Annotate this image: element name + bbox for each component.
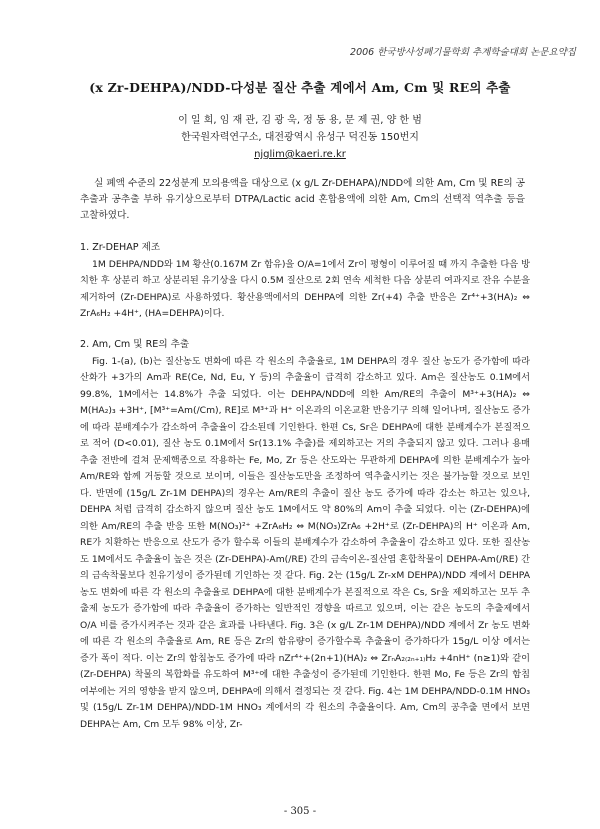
author-block [0,112,600,163]
section-am-cm-re [80,337,530,733]
running-header: 2006 한국방사성폐기물학회 추계학술대회 논문요약집 [350,47,576,58]
author-affiliation: 한국원자력연구소, 대전광역시 유성구 덕진동 150번지 [181,132,419,143]
section-body: Fig. 1-(a), (b)는 질산농도 변화에 따른 각 원소의 추출율로, 1M DEHPA의 경우 질산 농도가 증가함에 따라 산화가 +3가의 Am과 RE(Ce, Nd, Eu, Y 등)의 추출율이 급격히 감소하고 있다. Am은 질산농도 0.1M에서 99.8%, 1M에서는 14.8%가 추출 되었다. 이는 DEHPA/NDD에 의한 Am/RE의 추출이 M³⁺+3(HA)₂ ⇔ M(HA₂)₃ +3H⁺, [M³⁺=Am(/Cm), RE]로 M³⁺과 H⁺ 이온과의 이온교환 반응기구 의해 일어나며, 질산농도 증가에 따라 분배계수가 감소하여 추출율이 감소된데 기인한다. 한편 Cs, Sr은 DEHPA에 대한 분배계수가 본질적으로 적어 (D<0.01), 질산 농도 0.1M에서 Sr(13.1% 추출)를 제외하고는 거의 추출되지 않고 있다. 그러나 용매추출 전반에 걸쳐 문제핵종으로 작용하는 Fe, Mo, Zr 등은 산도와는 무관하게 DEHPA에 의한 분배계수가 높아 Am/RE와 함께 거동할 것으로 보이며, 이들은 질산농도만을 조정하여 역추출시키는 것은 불가능할 것으로 보인다. 반면에 (15g/L Zr-1M DEHPA)의 경우는 Am/RE의 추출이 질산 농도 증가에 따라 감소는 하고는 있으나, DEHPA 처럼 급격히 감소하지 않으며 질산 농도 1M에서도 약 80%의 Am이 추출 되었다. 이는 (Zr-DEHPA)에 의한 Am/RE의 추출 반응 또한 M(NO₃)²⁺ +ZrA₆H₂ ⇔ M(NO₃)ZrA₆ +2H⁺로 (Zr-DEHPA)의 H⁺ 이온과 Am, RE가 치환하는 반응으로 산도가 증가 할수록 이들의 분배계수가 감소하여 추출율이 감소하고 있다. 또한 질산농도 1M에서도 추출율이 높은 것은 (Zr-DEHPA)-Am(/RE) 간의 금속이온-질산염 혼합착물이 DEHPA-Am(/RE) 간의 금속착물보다 친유기성이 증가된데 기인하는 것 같다. Fig. 2는 (15g/L Zr-xM DEHPA)/NDD 계에서 DEHPA 농도 변화에 따른 각 원소의 추출율로 DEHPA에 대한 분배계수가 본질적으로 작은 Cs, Sr을 제외하고는 모두 추출제 농도가 증가함에 따라 추출율이 증가하는 일반적인 경향을 따르고 있으며, 이는 같은 농도의 추출제에서 O/A 비를 증가시켜주는 것과 같은 효과를 나타낸다. Fig. 3은 (x g/L Zr-1M DEHPA)/NDD 계에서 Zr 농도 변화에 따른 각 원소의 추출율로 Am, RE 등은 Zr의 함유량이 증가할수록 추출율이 증가하다가 15g/L 이상 에서는 증가 폭이 적다. 이는 Zr의 함침농도 증가에 따라 nZr⁴⁺+(2n+1)(HA)₂ ⇔ ZrₙA₂₍₂ₙ₊₁₎H₂ +4nH⁺ (n≥1)와 같이 (Zr-DEHPA) 착물의 복합화를 유도하여 M³⁺에 대한 추출성이 증가된데 기인한다. 한편 Mo, Fe 등은 Zr의 함침 여부에는 거의 영향을 받지 않으며, DEHPA에 의해서 결정되는 것 같다. Fig. 4는 1M DEHPA/NDD-0.1M HNO₃ 및 (15g/L Zr-1M DEHPA)/NDD-1M HNO₃ 계에서의 각 원소의 추출율이다. Am, Cm의 공추출 면에서 보면 DEHPA는 Am, Cm 모두 98% 이상, Zr- [80,355,530,730]
author-email: njglim@kaeri.re.kr [254,149,346,160]
section-heading: 1. Zr-DEHAP 제조 [80,242,161,253]
abstract [80,176,525,224]
abstract-text: 실 폐액 수준의 22성분계 모의용액을 대상으로 (x g/L Zr-DEHAPA)/NDD에 의한 Am, Cm 및 RE의 공추출과 공추출 부하 유기상으로부터 DTPA/Lactic acid 혼합용액에 의한 Am, Cm의 선택적 역추출 등을 고찰하였다. [80,178,525,221]
section-zr-dehap [80,240,530,323]
paper-title: (x Zr-DEHPA)/NDD-다성분 질산 추출 계에서 Am, Cm 및 RE의 추출 [89,80,511,95]
section-body: 1M DEHPA/NDD와 1M 황산(0.167M Zr 함유)을 O/A=1에서 Zr이 평형이 이루어질 때 까지 추출한 다음 방치한 후 상분리 하고 상분리된 유기상을 다시 0.5M 질산으로 2회 연속 세척한 다음 상분리 여과지로 잔유 수분을 제거하여 (Zr-DEHPA)로 사용하였다. 황산용액에서의 DEHPA에 의한 Zr(+4) 추출 반응은 Zr⁴⁺+3(HA)₂ ⇔ ZrA₆H₂ +4H⁺, (HA=DEHPA)이다. [80,258,530,319]
author-names: 이 일 희, 임 재 관, 김 광 욱, 정 동 용, 문 제 권, 양 한 범 [178,115,422,126]
section-heading: 2. Am, Cm 및 RE의 추출 [80,339,190,350]
page-number: - 305 - [283,806,317,817]
